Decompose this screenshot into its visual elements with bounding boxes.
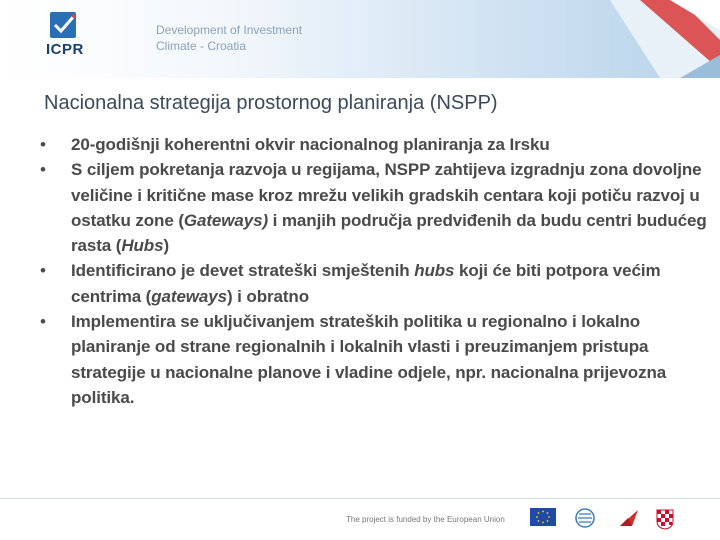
bullet-text: Implementira se uključivanjem strateških politika u regionalno i lokalno planiranje od strane regionalnih i lokalnih vlasti i preuzimanjem pristupa strategije u nacionalne planove i vladine odjele, npr. nacionalna prijevozna politika. (71, 312, 667, 407)
header-title-line1: Development of Investment (156, 23, 303, 37)
eu-flag-icon (530, 508, 556, 526)
bullet-text-italic: Gateways) (183, 210, 269, 230)
bullet-text: i manjih područja predviđenih da budu centri budućeg rasta ( (71, 210, 707, 256)
croatian-coat-of-arms-icon (656, 508, 674, 530)
bullet-text: koji će biti potpora većim centrima ( (71, 261, 661, 306)
bullet-text: ) (163, 236, 169, 256)
icpr-logo (42, 10, 98, 66)
header-title (156, 22, 302, 54)
footer-divider (0, 498, 720, 499)
bullet-list (40, 132, 710, 410)
bullet-text-italic: hubs (414, 261, 455, 281)
bullet-marker: • (40, 261, 46, 281)
header-flag-graphic (570, 0, 720, 78)
bullet-item (40, 309, 710, 410)
bullet-item (40, 157, 710, 258)
bullet-text-italic: Hubs (121, 236, 164, 256)
logo-text: ICPR (46, 41, 84, 58)
funding-text: The project is funded by the European Union (346, 515, 505, 524)
bullet-marker: • (40, 135, 46, 154)
red-arrow-logo-icon (618, 508, 640, 528)
bullet-item (40, 132, 710, 157)
bullet-marker: • (40, 160, 46, 180)
header-banner (0, 0, 720, 78)
bullet-text: ) i obratno (227, 286, 309, 306)
bullet-marker: • (40, 312, 46, 332)
bullet-item (40, 258, 710, 309)
bullet-text: Identificirano je devet strateški smještenih (71, 261, 415, 281)
bullet-text: S ciljem pokretanja razvoja u regijama, NSPP zahtijeva izgradnju zona dovoljne veličine i kritične mase kroz mrežu velikih gradskih centara koji potiču razvoj u ostatku zone ( (71, 160, 702, 230)
partner-logo-icon (574, 508, 596, 528)
page-title: Nacionalna strategija prostornog planiranja (NSPP) (44, 92, 498, 114)
header-title-line2: Climate - Croatia (156, 39, 247, 53)
checkmark-icon (50, 12, 76, 38)
bullet-text-italic: gateways (151, 286, 227, 306)
bullet-text: 20-godišnji koherentni okvir nacionalnog planiranja za Irsku (71, 135, 550, 154)
